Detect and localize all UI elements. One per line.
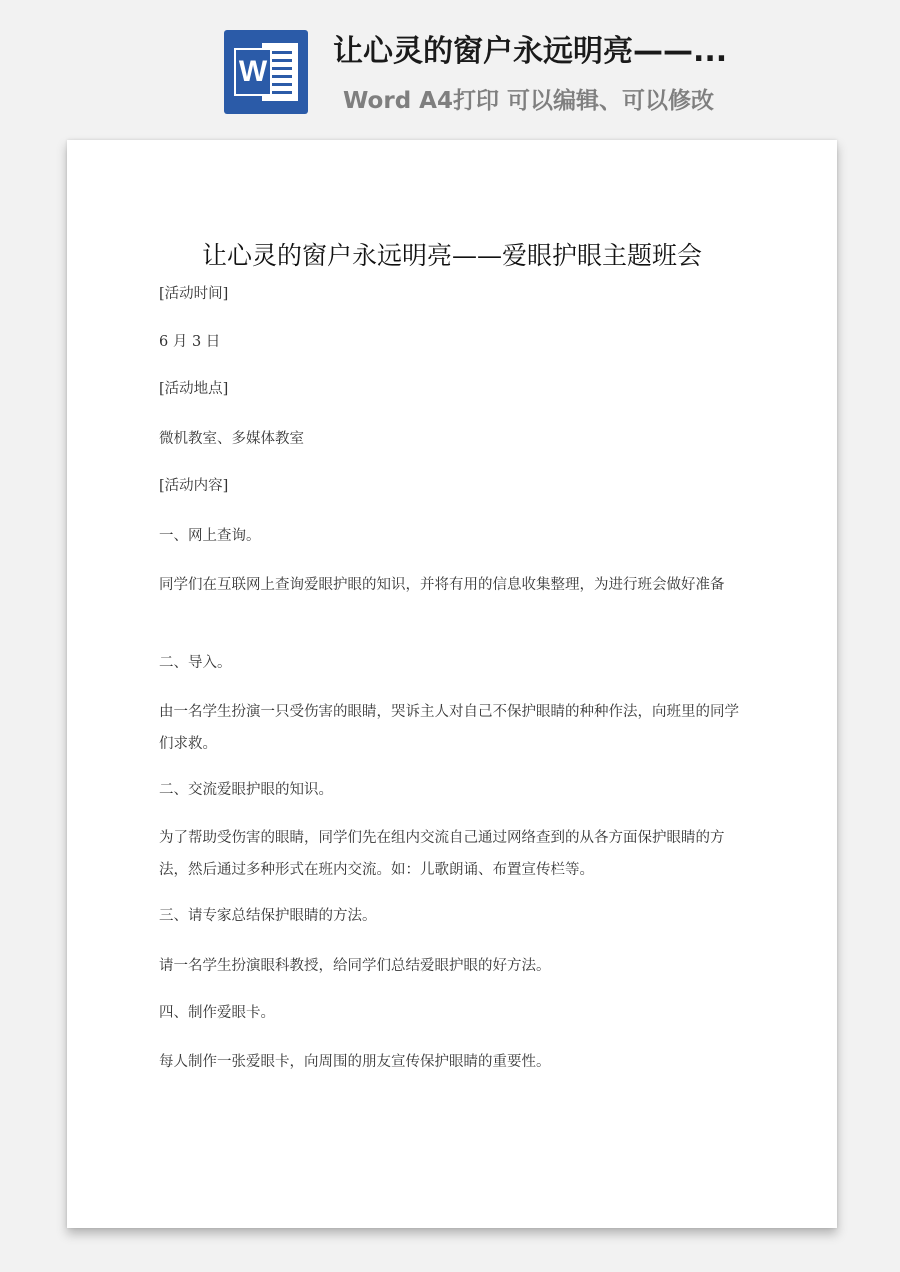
step-body-2: 由一名学生扮演一只受伤害的眼睛，哭诉主人对自己不保护眼睛的种种作法，向班里的同学们求救。 <box>159 704 739 752</box>
banner-title: 让心灵的窗户永远明亮——... <box>333 34 728 69</box>
step-body-4: 请一名学生扮演眼科教授，给同学们总结爱眼护眼的好方法。 <box>159 958 551 974</box>
section-label-content: [活动内容] <box>159 478 229 494</box>
document-title: 让心灵的窗户永远明亮——爱眼护眼主题班会 <box>201 241 702 270</box>
step-heading-4: 三、请专家总结保护眼睛的方法。 <box>159 908 377 924</box>
section-label-time: [活动时间] <box>159 286 229 302</box>
step-body-3: 为了帮助受伤害的眼睛，同学们先在组内交流自己通过网络查到的从各方面保护眼睛的方法，然后通过多种形式在班内交流。如：儿歌朗诵、布置宣传栏等。 <box>159 830 725 878</box>
document-page <box>67 140 837 1228</box>
banner-subtitle: Word A4打印 可以编辑、可以修改 <box>343 88 714 114</box>
step-heading-5: 四、制作爱眼卡。 <box>159 1005 275 1021</box>
step-body-1: 同学们在互联网上查询爱眼护眼的知识，并将有用的信息收集整理，为进行班会做好准备 <box>159 577 725 593</box>
section-label-place: [活动地点] <box>159 381 229 397</box>
banner <box>0 0 900 125</box>
word-document-icon <box>224 30 308 114</box>
activity-place: 微机教室、多媒体教室 <box>159 431 304 447</box>
step-body-5: 每人制作一张爱眼卡，向周围的朋友宣传保护眼睛的重要性。 <box>159 1054 551 1070</box>
activity-date: 6 月 3 日 <box>159 334 221 350</box>
step-heading-2: 二、导入。 <box>159 655 232 671</box>
word-letter-tile: W <box>234 48 272 96</box>
step-heading-1: 一、网上查询。 <box>159 528 261 544</box>
step-heading-3: 二、交流爱眼护眼的知识。 <box>159 782 333 798</box>
